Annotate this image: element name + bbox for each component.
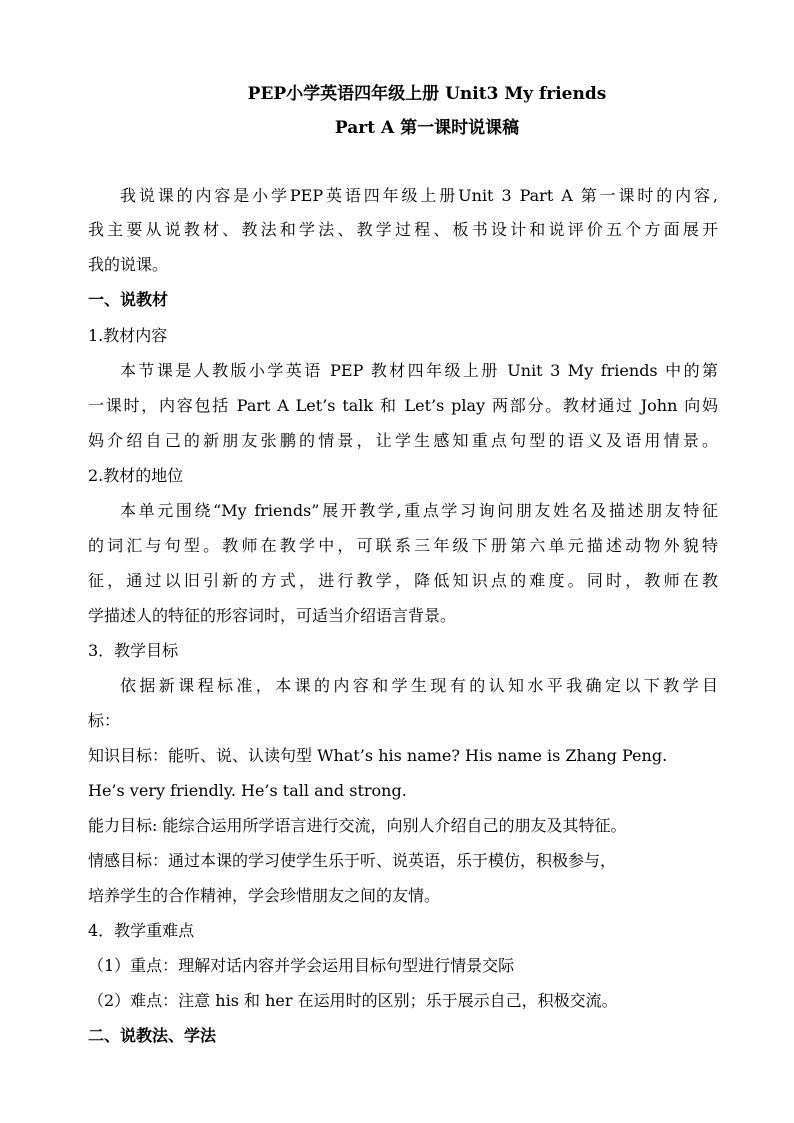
content-line-1: 本节课是人教版小学英语 PEP 教材四年级上册 Unit 3 My friends 中的第	[120, 361, 718, 380]
section-heading-methods: 二、说教法、学法	[88, 1026, 217, 1045]
goal-knowledge-line-2: He’s very friendly. He’s tall and strong.	[88, 781, 407, 800]
section-heading-textbook: 一、说教材	[88, 290, 169, 309]
position-line-2: 的词汇与句型。教师在教学中，可联系三年级下册第六单元描述动物外貌特	[88, 536, 718, 555]
goal-ability: 能力目标: 能综合运用所学语言进行交流，向别人介绍自己的朋友及其特征。	[88, 816, 627, 835]
position-line-4: 学描述人的特征的形容词时，可适当介绍语言背景。	[88, 606, 457, 625]
subheading-position: 2.教材的地位	[88, 466, 184, 485]
position-line-3: 征，通过以旧引新的方式，进行教学，降低知识点的难度。同时，教师在教	[88, 571, 718, 590]
subheading-content: 1.教材内容	[88, 326, 168, 345]
document-subtitle: Part A 第一课时说课稿	[334, 118, 520, 138]
intro-line-3: 我的说课。	[88, 255, 169, 274]
content-line-2: 一课时，内容包括 Part A Let’s talk 和 Let’s play 两部分。教材通过 John 向妈	[88, 396, 718, 415]
goal-emotion-line-1: 情感目标：通过本课的学习使学生乐于听、说英语，乐于模仿，积极参与，	[88, 851, 617, 870]
position-line-1: 本单元围绕“My friends”展开教学,重点学习询问朋友姓名及描述朋友特征	[120, 501, 718, 520]
goal-emotion-line-2: 培养学生的合作精神，学会珍惜朋友之间的友情。	[88, 886, 441, 905]
key-point: （1）重点：理解对话内容并学会运用目标句型进行情景交际	[88, 956, 515, 975]
difficult-point: （2）难点：注意 his 和 her 在运用时的区别；乐于展示自己，积极交流。	[88, 991, 618, 1010]
intro-line-2: 我主要从说教材、教法和学法、教学过程、板书设计和说评价五个方面展开	[88, 220, 718, 239]
goal-knowledge-line-1: 知识目标：能听、说、认读句型 What’s his name? His name is Zhang Peng.	[88, 746, 668, 765]
intro-line-1: 我说课的内容是小学PEP英语四年级上册Unit 3 Part A 第一课时的内容,	[120, 186, 718, 205]
subheading-goals: 3．教学目标	[88, 641, 179, 660]
document-title: PEP小学英语四年级上册 Unit3 My friends	[247, 84, 607, 104]
goals-intro-line-2: 标：	[88, 711, 121, 730]
subheading-key-points: 4．教学重难点	[88, 921, 195, 940]
content-line-3: 妈介绍自己的新朋友张鹏的情景，让学生感知重点句型的语义及语用情景。	[88, 431, 718, 450]
goals-intro-line-1: 依据新课程标准，本课的内容和学生现有的认知水平我确定以下教学目	[120, 676, 718, 695]
